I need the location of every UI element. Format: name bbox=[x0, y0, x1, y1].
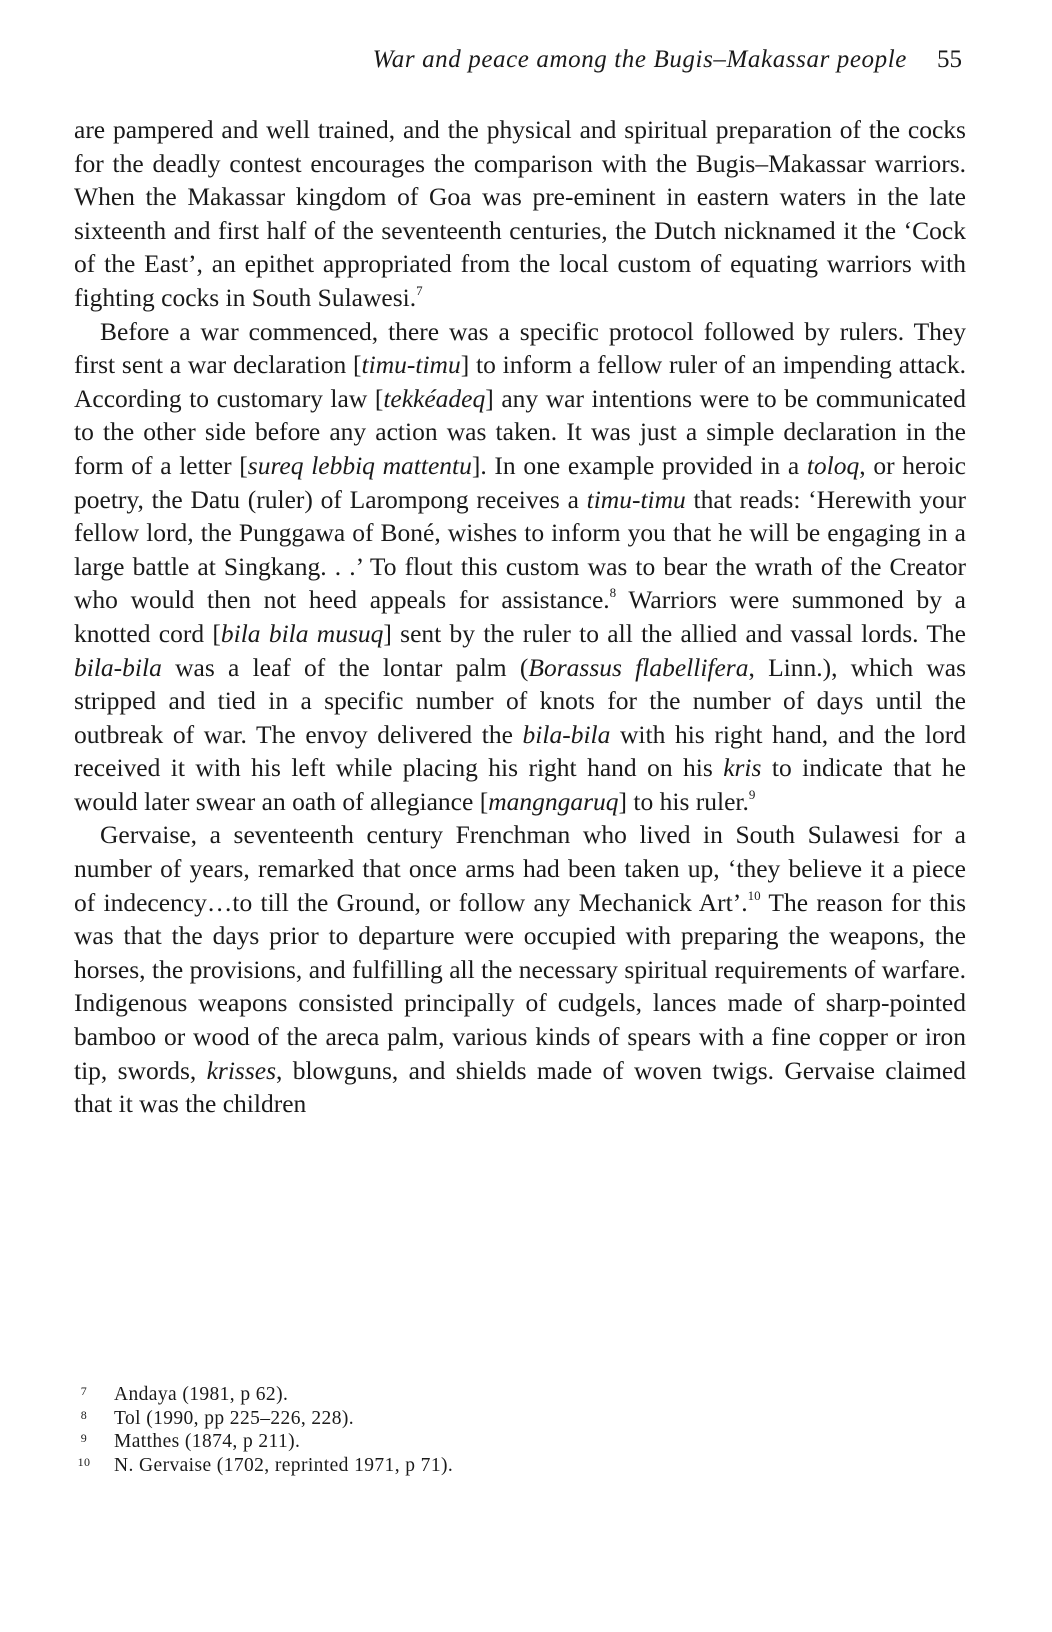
text-run: are pampered and well trained, and the physical and spiritual preparation of the cocks for the deadly contest encourages the comparison with the Bugis–Makassar warriors. When the Makassar kingdom of Goa was pre-eminent in eastern waters in the late sixteenth and first half of the seventeenth centuries, the Dutch nicknamed it the ‘Cock of the East’, an epithet appropriated from the local custom of equating warriors with fighting cocks in South Sulawesi. bbox=[74, 115, 966, 312]
text-run: , or heroic poetry, the Datu (ruler) of Larompong receives a bbox=[74, 450, 966, 514]
text-run: Warriors were summoned by a knotted cord [ bbox=[74, 585, 966, 648]
running-title: War and peace among the Bugis–Makassar people bbox=[372, 46, 907, 73]
italic-term: Borassus flabellifera bbox=[528, 652, 749, 682]
footnote-number: 8 bbox=[80, 1407, 88, 1422]
footnote-ref: 10 bbox=[747, 887, 761, 903]
body-text bbox=[74, 113, 966, 1121]
italic-term: krisses bbox=[206, 1055, 277, 1085]
italic-term: bila-bila bbox=[522, 719, 611, 749]
text-run: ] sent by the ruler to all the allied and vassal lords. The bbox=[383, 618, 967, 648]
italic-term: tekkéadeq bbox=[383, 383, 486, 413]
footnote-ref: 7 bbox=[416, 282, 423, 298]
italic-term: bila bila musuq bbox=[220, 618, 384, 648]
footnote-ref: 8 bbox=[609, 585, 617, 601]
footnote bbox=[74, 1430, 966, 1454]
footnote bbox=[74, 1407, 966, 1431]
paragraph bbox=[74, 818, 966, 1120]
italic-term: mangngaruq bbox=[488, 786, 619, 816]
text-run: , Linn.), which was stripped and tied in a specific number of knots for the number of days until the outbreak of war. The envoy delivered the bbox=[74, 652, 966, 749]
running-head bbox=[373, 44, 962, 76]
text-run: ] to inform a fellow ruler of an impending attack. According to customary law [ bbox=[74, 350, 966, 413]
footnote-number: 7 bbox=[80, 1384, 88, 1398]
italic-term: toloq bbox=[806, 450, 860, 480]
text-run: , blowguns, and shields made of woven twigs. Gervaise claimed that it was the children bbox=[74, 1055, 966, 1119]
footnote-text: Matthes (1874, p 211). bbox=[114, 1431, 301, 1452]
text-run: The reason for this was that the days prior to departure were occupied with preparing the weapons, the horses, the provisions, and fulfilling all the necessary spiritual requirements of warfare. Indigenous weapons consisted principally of cudgels, lances made of sharp-pointed bamboo or wood of the areca palm, various kinds of spears with a fine copper or iron tip, swords, bbox=[74, 887, 967, 1085]
italic-term: bila-bila bbox=[74, 652, 162, 682]
text-run: Before a war commenced, there was a specific protocol followed by rulers. They first sent a war declaration [ bbox=[74, 316, 966, 380]
footnote-text: N. Gervaise (1702, reprinted 1971, p 71). bbox=[114, 1454, 454, 1476]
footnote-text: Andaya (1981, p 62). bbox=[114, 1384, 289, 1405]
footnote-number: 9 bbox=[80, 1431, 88, 1445]
text-run: Gervaise, a seventeenth century Frenchman who lived in South Sulawesi for a number of years, remarked that once arms had been taken up, ‘they believe it a piece of indecency…to till the Ground, or follow any Mechanick Art’. bbox=[74, 820, 966, 917]
footnote-number: 10 bbox=[77, 1454, 91, 1469]
footnote bbox=[74, 1454, 966, 1478]
text-run: ]. In one example provided in a bbox=[471, 450, 807, 480]
text-run: with his right hand, and the lord received it with his left while placing his right hand on his bbox=[74, 719, 967, 783]
footnote bbox=[74, 1383, 966, 1407]
text-run: to indicate that he would later swear an oath of allegiance [ bbox=[74, 753, 966, 816]
text-run: ] any war intentions were to be communicated to the other side before any action was taken. It was just a simple declaration in the form of a letter [ bbox=[74, 383, 966, 480]
page-number: 55 bbox=[937, 46, 962, 73]
text-run: was a leaf of the lontar palm ( bbox=[161, 652, 529, 682]
footnote-text: Tol (1990, pp 225–226, 228). bbox=[114, 1407, 355, 1429]
italic-term: timu-timu bbox=[586, 484, 686, 514]
italic-term: kris bbox=[723, 753, 762, 783]
italic-term: sureq lebbiq mattentu bbox=[247, 450, 472, 480]
text-run: ] to his ruler. bbox=[618, 786, 749, 816]
text-run: that reads: ‘Herewith your fellow lord, the Punggawa of Boné, wishes to inform you that he will be engaging in a large battle at Singkang. . .’ To flout this custom was to bear the wrath of the Creator who would then not heed appeals for assistance. bbox=[74, 484, 966, 615]
footnote-ref: 9 bbox=[748, 786, 756, 802]
paragraph bbox=[74, 113, 966, 315]
italic-term: timu-timu bbox=[361, 350, 461, 380]
paragraph bbox=[74, 315, 966, 819]
footnotes bbox=[74, 1383, 966, 1477]
